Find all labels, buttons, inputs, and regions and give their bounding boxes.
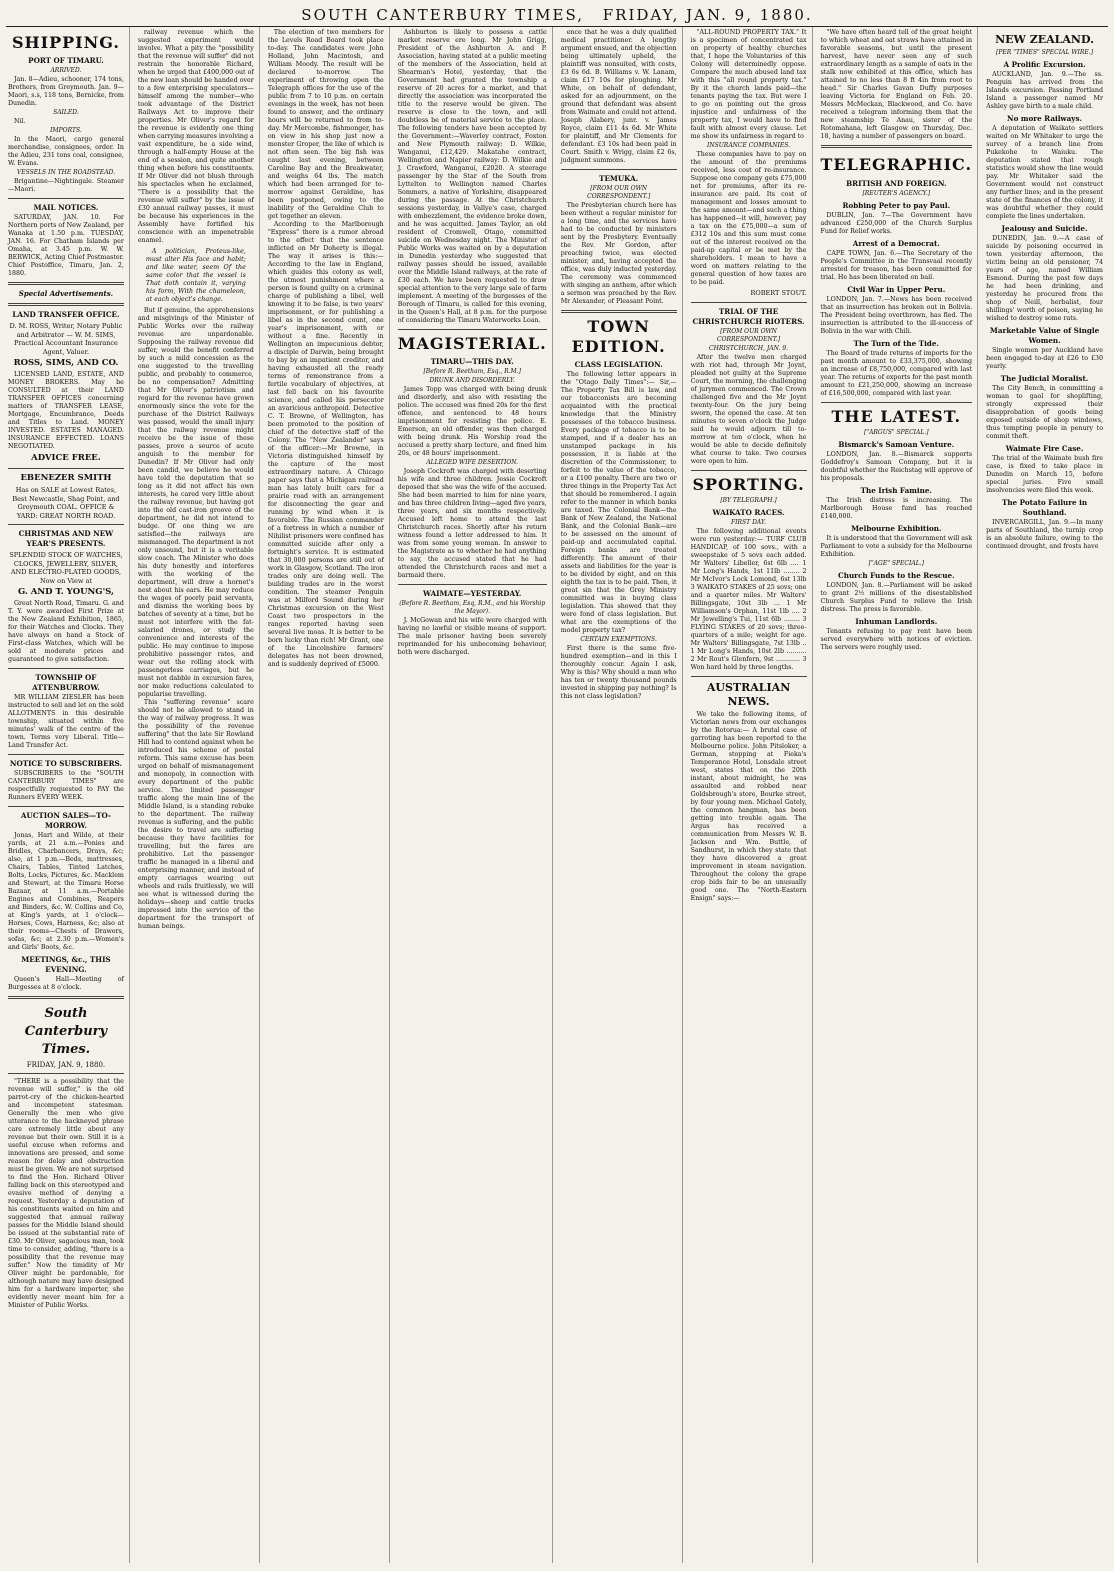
exhibition-text: It is understood that the Government will ask Parliament to vote a subsidy for the Melbourne Exhibition. (820, 535, 973, 558)
latest-heading: THE LATEST. (831, 407, 962, 426)
desertion-text: Joseph Cockroft was charged with deserting his wife and three children. Jessie Cockroft deposed that she was the wife of the accused. She had been married to him for nine years, and has three children living—aged five years, three years, and six months respectively. Accused left home to attend the last Christchurch races. Shortly after his return witness found a letter addressed to him. It was from some young woman. In answer to the Magistrate as to whether he had anything to say, the accused stated that he had attended the Christchurch races and met a barmaid there. (397, 468, 547, 579)
exemptions-heading: CERTAIN EXEMPTIONS. (580, 636, 657, 643)
railways-text: A deputation of Waikato settlers waited on Mr Whitaker to urge the survey of a branch line from Pukekohe to Waiuku. The deputation stated that rough statistics would show the line would pay. Mr Whitaker said the Government would not construct any further lines; and in the present state of the finances of the colony, it was doubtful whether they could complete the lines undertaken. (986, 125, 1103, 220)
waikato-races-heading: WAIKATO RACES. (712, 507, 785, 517)
masthead (6, 4, 1108, 27)
arrest-heading: Arrest of a Democrat. (852, 239, 940, 248)
divider (8, 806, 124, 807)
reuter-note: [REUTER'S AGENCY.] (862, 190, 931, 197)
shipping-heading: SHIPPING. (11, 33, 120, 52)
imports-heading: IMPORTS. (50, 127, 82, 134)
civil-war-heading: Civil War in Upper Peru. (847, 285, 946, 294)
fire-case-text: The trial of the Waimate bush fire case, is fixed to take place in Dunedin on March 15, before special juries. Five small insolvencies were filed this week. (986, 455, 1103, 494)
argus-note: ["ARGUS" SPECIAL.] (863, 429, 929, 436)
news-items-1: The election of two members for the Levels Road Board took place to-day. The candidates were John Holland, John Macintosh, and William Moody. The result will be declared to-morrow. The experiment of throwing open the Telegraph offices for the use of the public from 7 to 10 p.m. on certain evenings in the week, has not been found to answer, and the ordinary hours will be returned to from to-day. Mr Mercombe, fishmonger, has on view in his shop just now a monster Groper, the like of which is not often seen. The big fish was caught last evening, between Caroline Bay and the Breakwater, and weighs 64 lbs. The match which had been arranged for to-morrow against Geraldine, has been postponed, owing to the inability of the Geraldine Club to get together an eleven. (267, 29, 384, 220)
leader-continued: railway revenue which the suggested experiment would involve. What a pity the "possibility that the revenue will suffer" did not restrain the honorable Richard, when he urged that £400,000 out of the new loan should be handed over to a few enterprising speculators—himself among the number—who took advantage of the District Railways Act to improve their properties. Mr Oliver's regard for the revenue is evidently one thing when carrying measures involving a vast expenditure, he a side wind, through a half-empty House at the end of a session, and quite another thing when before his constituents. If Mr Oliver did not blush through his spectacles when he exclaimed, "There is a possibility that the revenue will suffer" by the issue of £30 annual railway passes, it must be because his experiences in the Assembly have fortified his conscience with an impenetrable enamel. (137, 29, 254, 244)
leader-poem: A politician, Proteus-like, must alter His face and habit; and like water, seem Of the same color that the vessel is That doth contain it, varying his form, With the chameleon, at each object's change. (145, 248, 246, 303)
port-heading: PORT OF TIMARU. (28, 56, 104, 65)
masthead-date: FRIDAY, JAN. 9, 1880. (602, 6, 813, 24)
age-note: ["AGE" SPECIAL.] (868, 560, 924, 567)
divider (561, 169, 677, 170)
land-names: D. M. ROSS, Writer, Notary Public and Arbitrator — W. M. SIMS, Practical Accountant Insurance Agent, Valuer. (9, 322, 123, 356)
market-value-text: Single women per Auckland have been engaged to-day at £26 to £30 yearly. (986, 347, 1103, 370)
mail-text: SATURDAY, JAN. 10. For Northern ports of New Zealand, per Wanaka at 1.50 p.m. TUESDAY, JAN. 16. For Chatham Islands per Omaha, at 3.45 p.m. W. W. BERWICK, Acting Chief Postmaster. Chief Postoffice, Timaru, Jan. 2, 1880. (8, 214, 124, 277)
roadstead-heading: VESSELS IN THE ROADSTEAD. (16, 169, 116, 176)
column-5 (559, 27, 683, 1563)
railways-heading: No more Railways. (1007, 114, 1083, 123)
divider (8, 303, 124, 306)
news-items-2: According to the Marlborough "Express" there is a rumor abroad to the effect that the sentence inflicted on Mr Doherty is illegal. The way it arises is this:—According to the law in England, which guides this colony as well, the utmost punishment where a person is found guilty on a criminal charge of publishing a libel, well knowing it to be false, is two years' imprisonment, or for publishing a libel as in the second count, one year's imprisonment, with or without a fine. Recently in Wellington an impecunious debtor, a disciple of Darwin, being brought to bay by an impatient creditor, and having exhausted all the ready terms of remonstrance from a fertile vocabulary of objectives, at last fell back on his favourite science, and called his persecutor an avaricious anthropoid. Detective C. T. Browne, of Wellington, has been promoted to the position of chief of the detective staff of the Colony. The "New Zealander" says of the officer:—Mr Browne, in Victoria distinguished himself by the capture of the most extraordinary nature. A Chicago paper says that a Michigan railroad man has lately built cars for a prairie road with an arrangement for disconnecting the gear and running by wind when it is favorable. The Russian commander of a fortress in which a number of Nihilist prisoners were confined has committed suicide after only a fortnight's service. It is estimated that 30,000 persons are still out of work in Glasgow, Scotland. The iron trades only are doing well. The building trades are in the worst condition. The steamer Penguin was at Milford Sound during her Christmas excursion on the West Coast two prospectors in the ranges reported having seen several live moas. It is better to be born lucky than rich! Mr Grant, one of the Lincolnshire farmers' delegates has not been drowned, and is suddenly deprived of £5000. (267, 221, 384, 668)
races-text: The following additional events were run yesterday:— TURF CLUB HANDICAP, of 100 sovs., with a sweepstake of 5 sovs each added. Mr Walters' Libeller, 6st 6lb .... 1 Mr Long's Hands, 1st 11lb ........ 2 Mr McIvor's Lock Lomond, 6st 13lb 3 WAIKATO STAKES of 25 sovs; one and a quarter miles. Mr Walters' Billingsgate, 10st 3lb ... 1 Mr Williamson's Orphan, 11st 1lb .... 2 Mr Jewelling's Tui, 11st 6lb ........ 3 FLYING STAKES of 20 sovs; three-quarters of a mile; weight for age. Mr Walters' Billingsgate, 7st 13lb .. 1 Mr Long's Hands, 10st 2lb .......... 2 Mr Rout's Glenfern, 9st ............ 3 Won hard held by three lengths. (690, 527, 807, 671)
christmas-heading: CHRISTMAS AND NEW YEAR'S PRESENTS. (18, 529, 114, 548)
leader-text: "THERE is a possibility that the revenue will suffer," is the old parrot-cry of the chicken-hearted and incompetent statesman. Generally the men who give utterance to the hackneyed phrase care extremely little about any revenue but their own. Still it is a useful excuse when reforms and innovations are pressed, and some reason for delay and obstruction must be given. We are not surprised to find the Hon. Richard Oliver falling back on this stereotyped and evasive method of denying a request. Yesterday a deputation of his constituents waited on him and suggested that annual railway passes for the Middle Island should be issued at the substantial rate of £30. Mr Oliver, sagacious man, took time to consider, adding, "there is a possibility that the revenue may suffer." Now the timidity of Mr Oliver might be pardonable, for although nature may have designed him for a hardware importer, she evidently never meant him for a Minister of Public Works. (8, 1078, 124, 1309)
leader-continued-2: But if genuine, the apprehensions and misgivings of the Minister of Public Works over the railway revenue are unpardonable. Supposing the railway revenue did suffer, would the benefit conferred by such a mild concession as the one suggested to the travelling public, and probably to commerce, be no compensation? Admitting that Mr Oliver's patriotism and regard for the revenue have grown enormously since the vote for the purchase of the District Railways was passed, would the small injury that the railway revenue might receive be the issue of these passes, prove a source of acute anguish to the member for Dunedin? If Mr Oliver had only been candid, we believe he would have told the deputation that so long as it did not affect his own interests, he cared very little about the railway revenue, but having got into the old cast-iron groove of the department, he did not intend to budge. Of one thing we are satisfied—the railways are mismanaged. The department is not only unsound, but it is a veritable slow coach. The Minister who does his duty honestly and interferes with the working of the department, will draw a hornet's nest about his ears. He may reduce the wages of poorly paid servants, and dismiss the working bees by batches of seventy at a time, but he must not interfere with the fat-salaried drones, or study the convenience and interests of the public. He may continue to impose prohibitive passenger rates, and wear out the rolling stock with passengerless carriages, but he must not dabble in excursion fares, nor make reductions calculated to popularise travelling. (137, 307, 254, 698)
divider (8, 282, 124, 285)
prolific-text: AUCKLAND, Jan. 9.—The ss. Penguin has arrived from the Islands excursion. Passing Portland Island a passenger named Mr Ashley gave birth to a male child. (986, 71, 1103, 110)
insurance-heading: INSURANCE COMPANIES. (707, 142, 791, 149)
subscribers-heading: NOTICE TO SUBSCRIBERS. (9, 759, 122, 768)
advice-free: ADVICE FREE. (31, 453, 101, 463)
temuka-text: The Presbyterian church here has been without a regular minister for a long time, and the services have had to be conducted by ministers sent by the Presbytery. Eventually the Rev. Mr Gordon, after preaching twice, was elected minister, and, having accepted the office, was duly inducted yesterday. The ceremony was commenced with singing an anthem, after which a sermon was preached by the Rev. Mr Alexander, of Pleasant Point. (560, 202, 677, 305)
prolific-heading: A Prolific Excursion. (1003, 60, 1086, 69)
ebenezer-text: Has on SALE at Lowest Rates, Best Newcastle, Shag Point, and Greymouth COAL. OFFICE & YARD: GREAT NORTH ROAD. (12, 486, 120, 520)
roadstead-text: Brigantine—Nightingale. Steamer—Maori. (8, 178, 124, 193)
first-day: FIRST DAY. (731, 518, 767, 526)
meetings-text: Queen's Hall—Meeting of Burgesses at 8 o'clock. (8, 976, 124, 991)
divider (398, 329, 547, 330)
divider (398, 584, 547, 585)
ross-sims-heading: ROSS, SIMS, AND CO. (13, 358, 119, 368)
landlords-heading: Inhuman Landlords. (855, 617, 938, 626)
divider (8, 754, 124, 755)
timaru-heading: TIMARU—THIS DAY. (430, 357, 514, 366)
ross-sims-text: LICENSED LAND, ESTATE, AND MONEY BROKERS. May be CONSULTED at their LAND TRANSFER OFFICES concerning matters of TRANSFER LEASE, Mortgage, Encumbrance, Deeds and Titles to Land. MONEY INVESTED. ESTATES MANAGED. INSURANCE EFFECTED. LOANS NEGOTIATED. (8, 371, 124, 450)
australian-continued: "We have often heard tell of the great height to which wheat and oat straws have attained in favorable seasons, but until the present harvest, have never seen any of such extraordinary length as a sample of oats in the stalk now exhibited at this office, which has attained to no less than 8 ft 4in from root to head." Sir Charles Gavan Duffy purposes leaving Victoria for England on Feb. 20. Messrs McMeckan, Blackwood, and Co. have received a telegram informing them that the new steamship Te Anau, sister of the Rotomahana, left Glasgow on Thursday, Dec. 18, having a number of passengers on board. (820, 29, 973, 140)
sporting-heading: SPORTING. (692, 474, 805, 494)
church-funds-heading: Church Funds to the Rescue. (838, 571, 955, 580)
church-funds-text: LONDON, Jan. 8.—Parliament will be asked to grant 2½ millions of the disestablished Church Surplus Fund to relieve the Irish distress. The press is favorable. (820, 582, 973, 613)
nameplate: South Canterbury Times. (24, 1006, 108, 1057)
bismarck-text: LONDON, Jan. 8.—Bismarck supports Goddefroy's Samoan Company, but it is doubtful whether the Reichstag will approve of his proposals. (820, 451, 973, 482)
young-heading: G. AND T. YOUNG'S, (17, 587, 114, 597)
divider (8, 668, 124, 669)
jealousy-heading: Jealousy and Suicide. (1001, 224, 1088, 233)
judicial-heading: The Judicial Moralist. (1000, 374, 1089, 383)
column-2 (136, 27, 260, 1563)
township-heading: TOWNSHIP OF ATTENBURROW. (32, 673, 100, 692)
column-1 (6, 27, 130, 1563)
columns (6, 27, 1108, 1563)
insurance-text: These companies have to pay on the amount of the premiums received, less cost of re-insurance. Suppose one company gets £75,000 net for premiums, after its re-insurance are paid. Its cost of management and losses amount to the same amount—and such a thing has happened—it will, however, pay a tax on the £75,000—a sum of £312 10s and this sum must come out of the interest received on the paid-up capital or be met by the shareholders. I mean to have a word on matters relating to the general question of how taxes are to be paid. (690, 151, 807, 286)
court-continued: ence that he was a duly qualified medical practitioner. A lengthy argument ensued, and the objection being ultimately upheld, the plaintiff was nonsuited, with costs, £3 6s 6d. B. Williams v. W. Lanam, claim £17 10s for ploughing. Mr White, on behalf of defendant, asked for an adjournment, on the ground that defendant was absent from Waimate and could not attend. Joseph Alabery, junr. v. James Royce, claim £11 4s 6d. Mr White for plaintiff, and Mr Clements for defendant. £3 10s had been paid in Court. Smith v. Wrigg, claim £2 6s, judgment summons. (560, 29, 677, 164)
township-text: MR WILLIAM ZIESLER has been instructed to sell and let on the sold ALLOTMENTS in this desirable township, situated within five minutes' walk of the centre of the town. Terms very Liberal. Title—Land Transfer Act. (8, 694, 124, 749)
australian-news-heading: AUSTRALIAN NEWS. (706, 680, 791, 708)
temuka-heading: TEMUKA. (599, 174, 639, 183)
auction-text: Jonas, Hart and Wilde, at their yards, at 21 a.m.—Ponies and Bridles, Charbancers, Drays, &c; also, at 1 p.m.—Beds, mattresses, Chairs, Tables, Tinted Latches, Bolts, Locks, Pictures, &c. Macklem and Stewart, at the Timaru Horse Bazaar, at 11 a.m.—Portable Engines and Combines, Reapers and Binders, &c. W. Collins and Co, at King's yards, at 1 o'clock—Horses, Cows, Harness, &c; also at their rooms—Chests of Drawers, sofas, &c; at 2.30 p.m.—Women's and Girls' Boots, &c. (8, 832, 124, 951)
town-edition-heading: TOWN EDITION. (571, 317, 666, 356)
class-legislation-heading: CLASS LEGISLATION. (574, 360, 663, 369)
divider (8, 1073, 124, 1074)
mail-heading: MAIL NOTICES. (33, 203, 99, 212)
divider (8, 468, 124, 469)
famine-text: The Irish distress is increasing. The Marlborough House fund has reached £140,000. (820, 497, 973, 520)
famine-heading: The Irish Famine. (860, 486, 932, 495)
jealousy-text: DUNEDIN, Jan. 9.—A case of suicide by poisoning occurred in town yesterday afternoon, the victim being an old pensioner, 74 years of age, named William Esmond. During the past few days he had been drinking, and yesterday he procured from the shop of Neill, herbalist, four shillings' worth of poison, saying he wished to destroy some rats. (986, 235, 1103, 322)
issue-date: FRIDAY, JAN. 9, 1880. (26, 1061, 106, 1069)
waimate-text: J. McGowan and his wife were charged with having no lawful or visible means of support. The male prisoner having been severely reprimanded for his unbecoming behaviour, both were discharged. (397, 617, 547, 656)
christchurch-dateline: CHRISTCHURCH, JAN. 9. (709, 344, 789, 352)
bismarck-heading: Bismarck's Samoan Venture. (838, 440, 955, 449)
robbing-text: DUBLIN, Jan. 7—The Government have advanced £250,000 of the Church Surplus Fund for Relief works. (820, 212, 973, 235)
divider (8, 198, 124, 199)
robbing-heading: Robbing Peter to pay Paul. (842, 201, 951, 210)
market-value-heading: Marketable Value of Single Women. (989, 326, 1100, 345)
sailed-text: Nil. (14, 118, 26, 125)
correspondent-note: [FROM OUR OWN CORRESPONDENT.] (587, 185, 651, 200)
young-text: Great North Road, Timaru. G. and T. Y. were awarded First Prize at the New Zealand Exhibition, 1865, for their Watches and Clocks. They have always on hand a Stock of First-class Watches, which will be sold at moderate prices and guaranteed to give satisfaction. (8, 600, 124, 663)
before-magistrate-2: (Before R. Beetham, Esq, R.M., and his Worship the Mayor). (399, 600, 546, 615)
imports-text: In the Maori, cargo general merchandise, consignees, order. In the Adieu, 231 tons coal, consignee, W. Evans. (8, 136, 124, 167)
fire-case-heading: Waimate Fire Case. (1005, 444, 1084, 453)
by-telegraph: [BY TELEGRAPH.] (720, 496, 777, 504)
divider (691, 302, 807, 303)
turn-tide-heading: The Turn of the Tide. (853, 339, 939, 348)
sailed-heading: SAILED. (53, 109, 79, 116)
desertion-heading: ALLEGED WIFE DESERTION. (426, 459, 519, 466)
column-3 (266, 27, 390, 1563)
arrest-text: CAPE TOWN, Jan. 6.—The Secretary of the People's Committee in the Transvaal recently arrested for treason, has been committed for trial. He has been liberated on bail. (820, 250, 973, 281)
meetings-heading: MEETINGS, &c., THIS EVENING. (21, 955, 111, 974)
arrived-text: Jan. 8—Adieu, schooner, 174 tons, Brothers, from Greymouth. Jan. 9—Maori, s.s, 118 tons, Bernicke, from Dunedin. (8, 76, 124, 107)
divider (821, 402, 973, 403)
divider (691, 676, 807, 677)
letter-continued: "ALL-ROUND PROPERTY TAX." It is a specimen of concentrated tax on property of healthy churches that, I hope the Voluntaries of this Colony will determinedly oppose. Compare the much abused land tax with this "all round property tax." By it the church lands paid—the tenants paying the tax. But were I to go on pointing out the gross injustice and unfairness of the property tax, I would have to find fault with almost every clause. Let me show its unfairness in regard to (690, 29, 807, 140)
magisterial-heading: MAGISTERIAL. (397, 334, 547, 353)
column-8 (984, 27, 1108, 1563)
telegraphic-heading: TELEGRAPHIC. (820, 155, 973, 174)
drunk-text: James Topp was charged with being drunk and disorderly, and also with resisting the police. The accused was fined 20s for the first offence, and sentenced to 48 hours imprisonment for resisting the police. E. Emerson, an old offender, was then charged with being drunk. His Worship read the accused a pretty sharp lecture, and fined him 20s, or 48 hours' imprisonment. (397, 386, 547, 457)
column-4 (396, 27, 553, 1563)
trial-heading: TRIAL OF THE CHRISTCHURCH RIOTERS. (692, 306, 805, 326)
news-items-3: Ashburton is likely to possess a cattle market reserve ere long. Mr John Grigg, President of the Ashburton A. and P. Association, having stated at a public meeting of the members of the Association, held at Shearman's Hotel, yesterday, that the Government had granted the township a reserve of 20 acres for a market, and that directly the association was incorporated the title to the reserve would be given. The reserve is close to the town, and will doubtless be of material service to the place. The following tenders have been accepted by the Government:—Waverley contract, Foxton and New Plymouth railway: D. Wilkie, Wanganui, £12,429. Makatahe contract, Wellington and Napier railway: D. Wilkie and J. Crawford, Wanganui, £2020. A steerage passenger by the Star of the South from Lyttelton to Wellington named Charles Sommers, a native of Yorkshire, disappeared during the passage. At the Christchurch sessions yesterday, in Vallye's case, charged with embezzlement, the evidence broke down, and he was acquitted. James Taylor, an old resident of Cromwell, Otago, committed suicide on Wednesday night. The Minister of Public Works was waited on by a deputation in Dunedin yesterday who suggested that railway passes should be issued, available over the Middle Island railways, at the rate of £30 each. We have been requested to draw special attention to the very large sale of farm implement. A meeting of the burgesses of the Borough of Timaru, is called for this evening, in the Queen's Hall, at 8 p.m. for the purpose of considering the Timaru Waterworks Loan. (397, 29, 547, 324)
ebenezer-heading: EBENEZER SMITH (20, 473, 112, 483)
turn-tide-text: The Board of trade returns of imports for the past month amount to £33,375,000, showing an increase of £8,750,000, compared with last year. The returns of exports for the past month amount to £21,250,000, showing an increase of £16,500,000, compared with last year. (820, 350, 973, 397)
subscribers-text: SUBSCRIBERS to the "SOUTH CANTERBURY TIMES" are respectfully requested to PAY the Runners EVERY WEEK. (8, 770, 124, 801)
potato-text: INVERCARGILL, Jan. 9.—In many parts of Southland, the turnip crop is an absolute failure, owing to the continued drought, and frosts have (986, 519, 1103, 550)
new-zealand-heading: NEW ZEALAND. (995, 33, 1094, 46)
correspondent-note-2: [FROM OUR OWN CORRESPONDENT.] (717, 327, 781, 343)
divider (691, 470, 807, 471)
australian-news-text: We take the following items, of Victorian news from our exchanges by the Rotorua:— A brutal case of garroting has been reported to the Melbourne police. John Pitsloker, a German, stopping at Fieka's Temperance Hotel, Lonsdale street west, states that on the 20th instant, about midnight, he was assaulted and robbed near Goldsbrough's store, Bourke street, by four young men. Michael Gately, the common hangman, has been getting into trouble again. The Argus has received a communication from Messrs W. B. Jackson and Wm. Buttle, of Sandhurst, in which they state that they have discovered a great improvement in steam navigation. Throughout the colony the grape crop bids fair to be an unusually good one. The "North-Eastern Ensign" says:— (690, 710, 807, 902)
divider (8, 524, 124, 525)
auction-heading: AUCTION SALES—TO-MORROW. (20, 811, 112, 830)
british-foreign-heading: BRITISH AND FOREIGN. (846, 179, 947, 188)
landlords-text: Tenants refusing to pay rent have been served everywhere with notices of eviction. The servers were roughly used. (820, 628, 973, 651)
special-wire-note: [PER "TIMES" SPECIAL WIRE.] (996, 49, 1094, 56)
special-ads-heading: Special Advertisements. (18, 289, 114, 298)
letter-signature: ROBERT STOUT. (750, 289, 807, 297)
land-transfer-heading: LAND TRANSFER OFFICE. (12, 310, 120, 319)
class-legislation-text: The following letter appears in the "Otago Daily Times":— Sir,—The Property Tax Bill is law, and our tobacconists are becoming acquainted with the practical knowledge that the Ministry possesses of the tobacco business. Every package of tobacco is to be stamped, and if a dealer has an unstamped package in his possession, it is liable at the discretion of the Commissioner, to forfeit to the value of the tobacco, or a £100 penalty. There are two or three things in the Property Tax Act that should be remembered. I again refer to the manner in which banks are taxed. The Colonial Bank—the Bank of New Zealand, the National Bank, and the Colonial Bank—are to be assessed on the amount of paid-up and accumulated capital. Foreign banks are treated differently. The amount of their assets and liabilities for the year is to be divided by eight, and on this eighth the tax is to be paid. Then, it great sin that the Grey Ministry committed was in buying class legislation. This showed that they were fond of class legislation. But what are the exemptions of the model property tax? (560, 371, 677, 634)
judicial-text: The City Bench, in committing a woman to gaol for shoplifting, strongly expressed their disapprobation of goods being exposed outside of shop windows, thus tempting people in penury to commit theft. (986, 385, 1103, 440)
drunk-heading: DRUNK AND DISORDERLY. (429, 377, 515, 384)
before-magistrate: [Before R. Beetham, Esq., R.M.] (423, 368, 521, 375)
divider (561, 310, 677, 313)
column-7 (819, 27, 979, 1563)
arrived-heading: ARRIVED. (50, 67, 82, 74)
leader-continued-3: This "suffering revenue" scare should not be allowed to stand in the way of railway progress. It was the possibility of the revenue suffering" that the late Sir Rowland Hill had to contend against when he introduced his scheme of postal reform. This same excuse has been urged on behalf of mismanagement and monopoly, in connection with every department of the public service. The limited passenger traffic along the main line of the Middle Island, is a standing rebuke to the department. The railway revenue is suffering, and the public the desire to travel are suffering because they have facilities for travelling, but the fares are prohibitive. Let the passenger traffic be managed in a liberal and enterprising manner, and instead of empty carriages wearing out wheels and rails fruitlessly, we will see what is witnessed during the holidays—sheep and cattle trucks impressed into the service of the department for the transport of human beings. (137, 699, 254, 930)
exhibition-heading: Melbourne Exhibition. (851, 524, 942, 533)
exemptions-text: First there is the same five-hundred exemption—and in this I thoroughly concur. Again I ask, Why is this? Why should a man who has ten or twenty thousand pounds invested in shipping pay nothing? Is this not class legislation? (560, 645, 677, 700)
stock-text: SPLENDID STOCK OF WATCHES, CLOCKS, JEWELLERY, SILVER, AND ELECTRO-PLATED GOODS, Now on View at (9, 551, 123, 585)
divider (8, 996, 124, 999)
potato-heading: The Potato Failure in Southland. (1001, 498, 1088, 517)
divider (821, 145, 973, 148)
column-6 (689, 27, 813, 1563)
waimate-heading: WAIMATE—YESTERDAY. (422, 589, 522, 598)
masthead-paper: SOUTH CANTERBURY TIMES, (301, 6, 584, 24)
civil-war-text: LONDON, Jan. 7.—News has been received that an insurrection has broken out in Bolivia. The President being overthrown, has fled. The insurrection is attributed to the ill-success of Bolivia in the war with Chili. (820, 296, 973, 335)
trial-text: After the twelve men charged with riot had, through Mr Joynt, pleaded not guilty at the Supreme Court, the morning, the challenging of jurymen commenced. The Crown challenged five and the Mr Joynt twenty-four. On the jury being sworn, the opened the case. At ten minutes to seven o'clock the Judge said he would adjourn till to-morrow at ten o'clock, when he would be able to decide definitely what course to take. Two courses were open to him. (690, 353, 807, 465)
